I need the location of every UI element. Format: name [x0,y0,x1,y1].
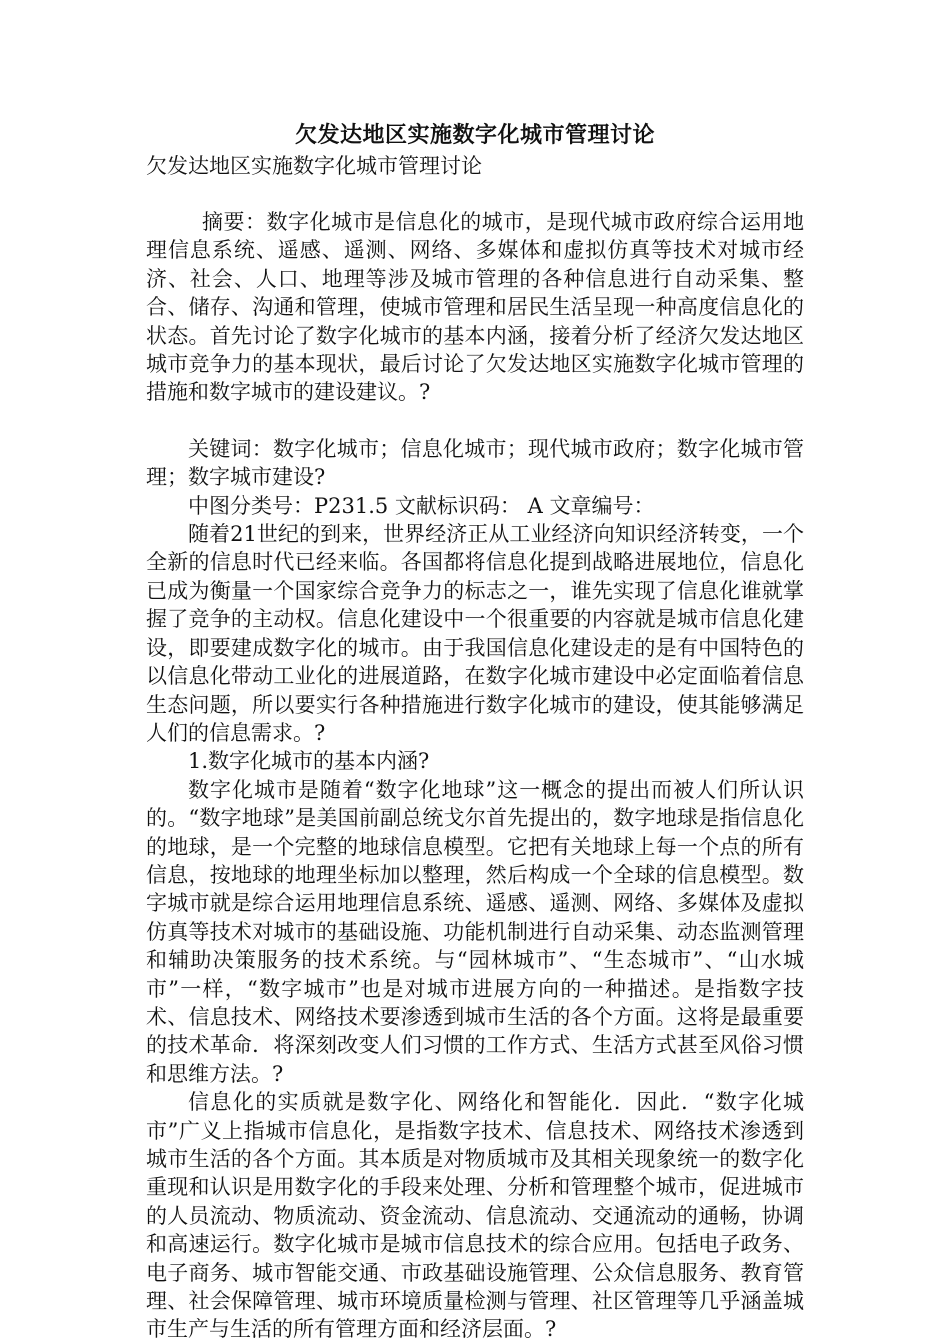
keywords-paragraph: 关键词：数字化城市；信息化城市；现代城市政府；数字化城市管理；数字城市建设? [146,436,804,490]
intro-paragraph: 随着21世纪的到来，世界经济正从工业经济向知识经济转变，一个全新的信息时代已经来临。各国都将信息化提到战略进展地位，信息化已成为衡量一个国家综合竞争力的标志之一，谁先实现了信息化谁就掌握了竞争的主动权。信息化建设中一个很重要的内容就是城市信息化建设，即要建成数字化的城市。由于我国信息化建设走的是有中国特色的以信息化带动工业化的进展道路，在数字化城市建设中必定面临着信息生态问题，所以要实行各种措施进行数字化城市的建设，使其能够满足人们的信息需求。? [146,522,804,745]
abstract-paragraph: 摘要：数字化城市是信息化的城市，是现代城市政府综合运用地理信息系统、遥感、遥测、网络、多媒体和虚拟仿真等技术对城市经济、社会、人口、地理等涉及城市管理的各种信息进行自动采集、整合、储存、沟通和管理，使城市管理和居民生活呈现一种高度信息化的状态。首先讨论了数字化城市的基本内涵，接着分析了经济欠发达地区城市竞争力的基本现状，最后讨论了欠发达地区实施数字化城市管理的措施和数字城市的建设建议。? [146,210,804,405]
classification-line: 中图分类号：P231.5 文献标识码： A 文章编号： [188,493,655,518]
document-title: 欠发达地区实施数字化城市管理讨论 [294,122,655,148]
body-paragraph: 数字化城市是随着“数字化地球”这一概念的提出而被人们所认识的。“数字地球”是美国前副总统戈尔首先提出的，数字地球是指信息化的地球，是一个完整的地球信息模型。它把有关地球上每一个点的所有信息，按地球的地理坐标加以整理，然后构成一个全球的信息模型。数字城市就是综合运用地理信息系统、遥感、遥测、网络、多媒体及虚拟仿真等技术对城市的基础设施、功能机制进行自动采集、动态监测管理和辅助决策服务的技术系统。与“园林城市”、“生态城市”、“山水城市”一样，“数字城市”也是对城市进展方向的一种描述。是指数字技术、信息技术、网络技术要渗透到城市生活的各个方面。这将是最重要的技术革命．将深刻改变人们习惯的工作方式、生活方式甚至风俗习惯和思维方法。? [146,777,804,1086]
body-paragraph: 信息化的实质就是数字化、网络化和智能化．因此．“数字化城市”广义上指城市信息化，是指数字技术、信息技术、网络技术渗透到城市生活的各个方面。其本质是对物质城市及其相关现象统一的数字化重现和认识是用数字化的手段来处理、分析和管理整个城市，促进城市的人员流动、物质流动、资金流动、信息流动、交通流动的通畅，协调和高速运行。数字化城市是城市信息技术的综合应用。包括电子政务、电子商务、城市智能交通、市政基础设施管理、公众信息服务、教育管理、社会保障管理、城市环境质量检测与管理、社区管理等几乎涵盖城市生产与生活的所有管理方面和经济层面。? [146,1090,804,1342]
document-page [146,118,804,1344]
section-heading: 1.数字化城市的基本内涵? [188,749,430,774]
blank-line [146,407,804,435]
document-subtitle: 欠发达地区实施数字化城市管理讨论 [146,154,482,178]
blank-line [146,180,804,208]
